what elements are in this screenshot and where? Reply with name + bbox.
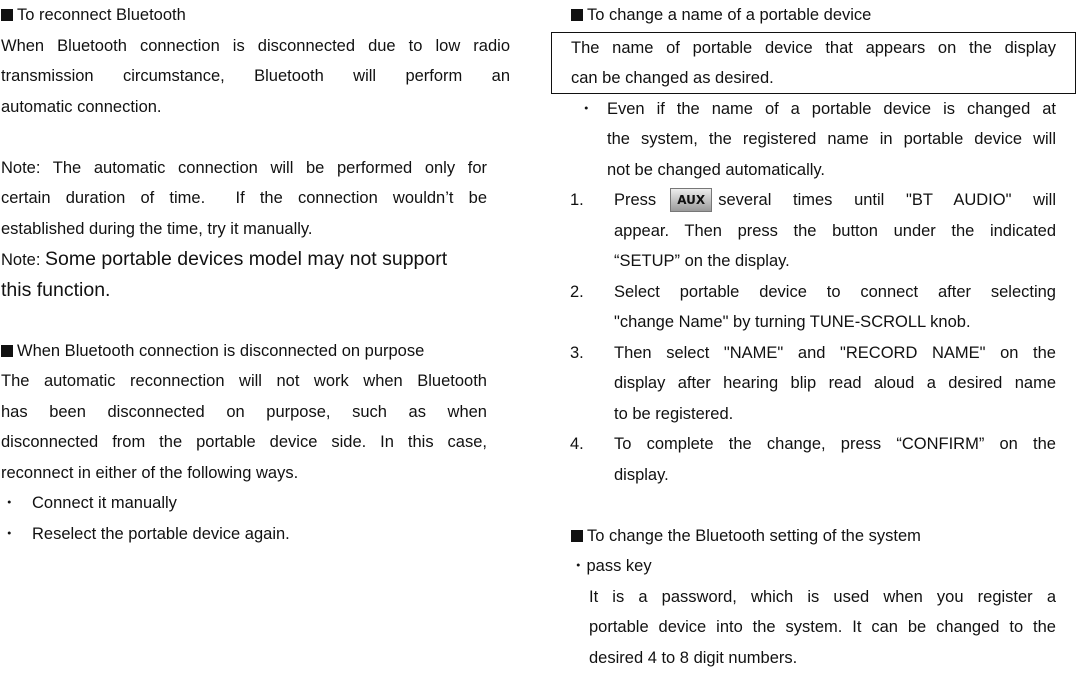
paragraph-line: this function.	[1, 275, 487, 306]
note-auto-connection	[1, 153, 487, 550]
paragraph-line: portable device into the system. It can be changed to the	[570, 612, 1056, 643]
paragraph-line: It is a password, which is used when you register a	[570, 582, 1056, 613]
paragraph-line: The automatic reconnection will not work when Bluetooth	[1, 366, 487, 397]
paragraph-line: desired 4 to 8 digit numbers.	[570, 643, 1056, 673]
square-bullet-icon	[1, 345, 13, 357]
section-heading-purpose: When Bluetooth connection is disconnected on purpose	[1, 336, 487, 367]
paragraph-line: The name of portable device that appears on the display	[571, 33, 1056, 63]
step-2: 2. Select portable device to connect after selecting "change Name" by turning TUNE-SCROLL knob.	[570, 277, 1056, 338]
paragraph-line: Note: The automatic connection will be performed only for	[1, 153, 487, 184]
right-column	[551, 0, 1076, 673]
paragraph-line: established during the time, try it manually.	[1, 214, 487, 245]
square-bullet-icon	[571, 530, 583, 542]
left-column	[1, 0, 510, 549]
square-bullet-icon	[571, 9, 583, 21]
step-1: 1. Press AUX several times until "BT AUDIO" will appear. Then press the button under the indicated “SETUP” on the display.	[570, 185, 1056, 277]
step-4: 4. To complete the change, press “CONFIRM” on the display.	[570, 429, 1056, 490]
section-heading-bt-setting: To change the Bluetooth setting of the system	[570, 521, 1056, 552]
list-item: ・ Reselect the portable device again.	[1, 519, 487, 550]
paragraph-line: reconnect in either of the following ways.	[1, 458, 487, 489]
paragraph-line: has been disconnected on purpose, such as when	[1, 397, 487, 428]
paragraph-line: automatic connection.	[1, 92, 510, 123]
list-item: ・ Connect it manually	[1, 488, 487, 519]
note-bullet: ・ Even if the name of a portable device is changed at the system, the registered name in portable device will not be changed automatically.	[570, 94, 1056, 186]
paragraph-line: certain duration of time. If the connection wouldn’t be	[1, 183, 487, 214]
paragraph-line: disconnected from the portable device side. In this case,	[1, 427, 487, 458]
note-model-support: Note: Some portable devices model may not support	[1, 244, 487, 275]
square-bullet-icon	[1, 9, 13, 21]
paragraph-line: transmission circumstance, Bluetooth will perform an	[1, 61, 510, 92]
paragraph-line: When Bluetooth connection is disconnected due to low radio	[1, 31, 510, 62]
step-3: 3. Then select "NAME" and "RECORD NAME" on the display after hearing blip read aloud a desired name to be registered.	[570, 338, 1056, 430]
passkey-label: ・pass key	[570, 551, 1056, 582]
section-heading-change-name: To change a name of a portable device	[551, 0, 1076, 31]
info-box	[551, 32, 1076, 94]
aux-button-icon: AUX	[670, 188, 712, 212]
section-heading-reconnect: To reconnect Bluetooth	[1, 0, 510, 31]
right-body	[551, 94, 1056, 673]
paragraph-line: can be changed as desired.	[571, 63, 1056, 93]
